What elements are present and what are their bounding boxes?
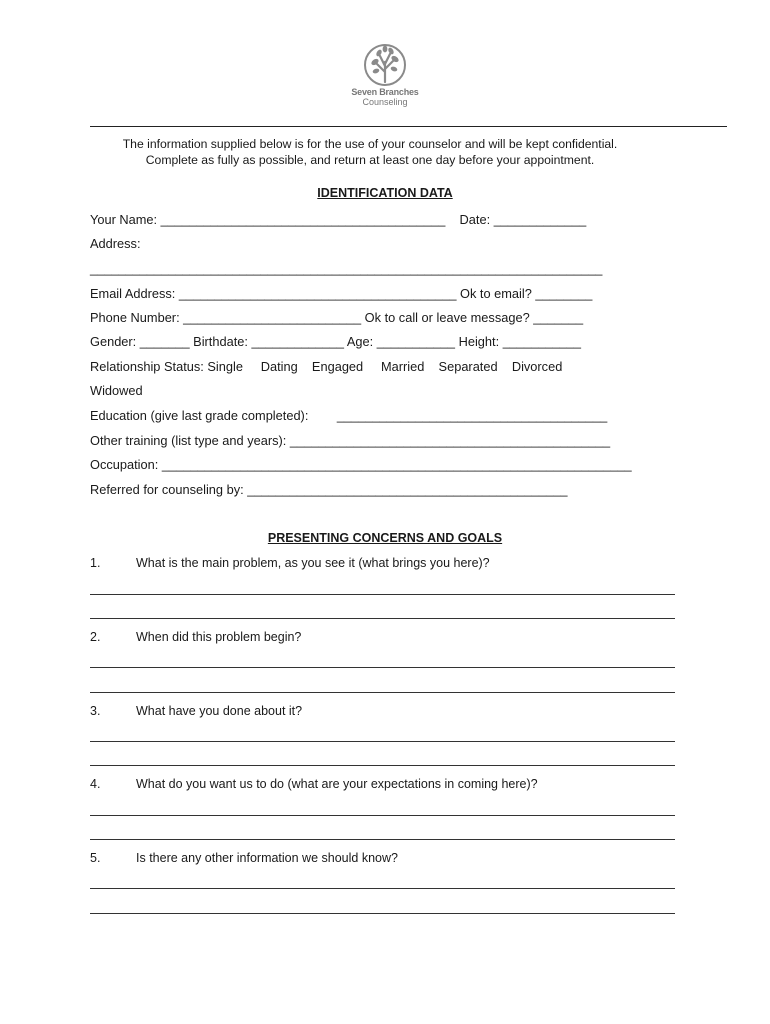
answer-line[interactable] bbox=[90, 913, 675, 914]
occupation-field[interactable]: Occupation: __________________________________________________________________ bbox=[90, 457, 632, 472]
header-divider bbox=[90, 126, 727, 127]
referred-by-field[interactable]: Referred for counseling by: _____________________________________________ bbox=[90, 482, 568, 497]
tree-icon bbox=[362, 42, 408, 88]
question-number: 2. bbox=[90, 630, 101, 644]
question-number: 4. bbox=[90, 777, 101, 791]
gender-birthdate-age-height-field[interactable]: Gender: _______ Birthdate: _____________ Age: ___________ Height: ___________ bbox=[90, 334, 581, 349]
name-date-field[interactable]: Your Name: ________________________________________ Date: _____________ bbox=[90, 212, 587, 227]
answer-line[interactable] bbox=[90, 692, 675, 693]
phone-field[interactable]: Phone Number: _________________________ Ok to call or leave message? _______ bbox=[90, 310, 584, 325]
answer-line[interactable] bbox=[90, 594, 675, 595]
concerns-heading: PRESENTING CONCERNS AND GOALS bbox=[267, 531, 503, 545]
answer-line[interactable] bbox=[90, 741, 675, 742]
logo-brand-name: Seven Branches bbox=[351, 87, 419, 97]
seven-branches-logo bbox=[345, 42, 425, 107]
intro-line-2: Complete as fully as possible, and return at least one day before your appointment. bbox=[145, 153, 595, 167]
question-text: What is the main problem, as you see it (what brings you here)? bbox=[136, 556, 490, 570]
relationship-status-options[interactable]: Relationship Status: Single Dating Engaged Married Separated Divorced bbox=[90, 359, 563, 374]
intro-line-1: The information supplied below is for the use of your counselor and will be kept confidential. bbox=[122, 137, 618, 151]
relationship-option-widowed[interactable]: Widowed bbox=[90, 383, 143, 398]
education-field[interactable]: Education (give last grade completed): ______________________________________ bbox=[90, 408, 608, 423]
question-text: What have you done about it? bbox=[136, 704, 303, 718]
question-number: 5. bbox=[90, 851, 101, 865]
question-number: 1. bbox=[90, 556, 101, 570]
address-field[interactable]: ________________________________________________________________________ bbox=[90, 261, 603, 276]
identification-heading: IDENTIFICATION DATA bbox=[317, 186, 453, 200]
other-training-field[interactable]: Other training (list type and years): _____________________________________________ bbox=[90, 433, 611, 448]
address-label: Address: bbox=[90, 236, 141, 251]
answer-line[interactable] bbox=[90, 839, 675, 840]
question-text: What do you want us to do (what are your expectations in coming here)? bbox=[136, 777, 538, 791]
logo-brand-subtitle: Counseling bbox=[362, 97, 408, 107]
question-number: 3. bbox=[90, 704, 101, 718]
answer-line[interactable] bbox=[90, 815, 675, 816]
answer-line[interactable] bbox=[90, 667, 675, 668]
question-text: When did this problem begin? bbox=[136, 630, 302, 644]
answer-line[interactable] bbox=[90, 888, 675, 889]
email-field[interactable]: Email Address: _______________________________________ Ok to email? ________ bbox=[90, 286, 593, 301]
answer-line[interactable] bbox=[90, 618, 675, 619]
answer-line[interactable] bbox=[90, 765, 675, 766]
question-text: Is there any other information we should know? bbox=[136, 851, 398, 865]
